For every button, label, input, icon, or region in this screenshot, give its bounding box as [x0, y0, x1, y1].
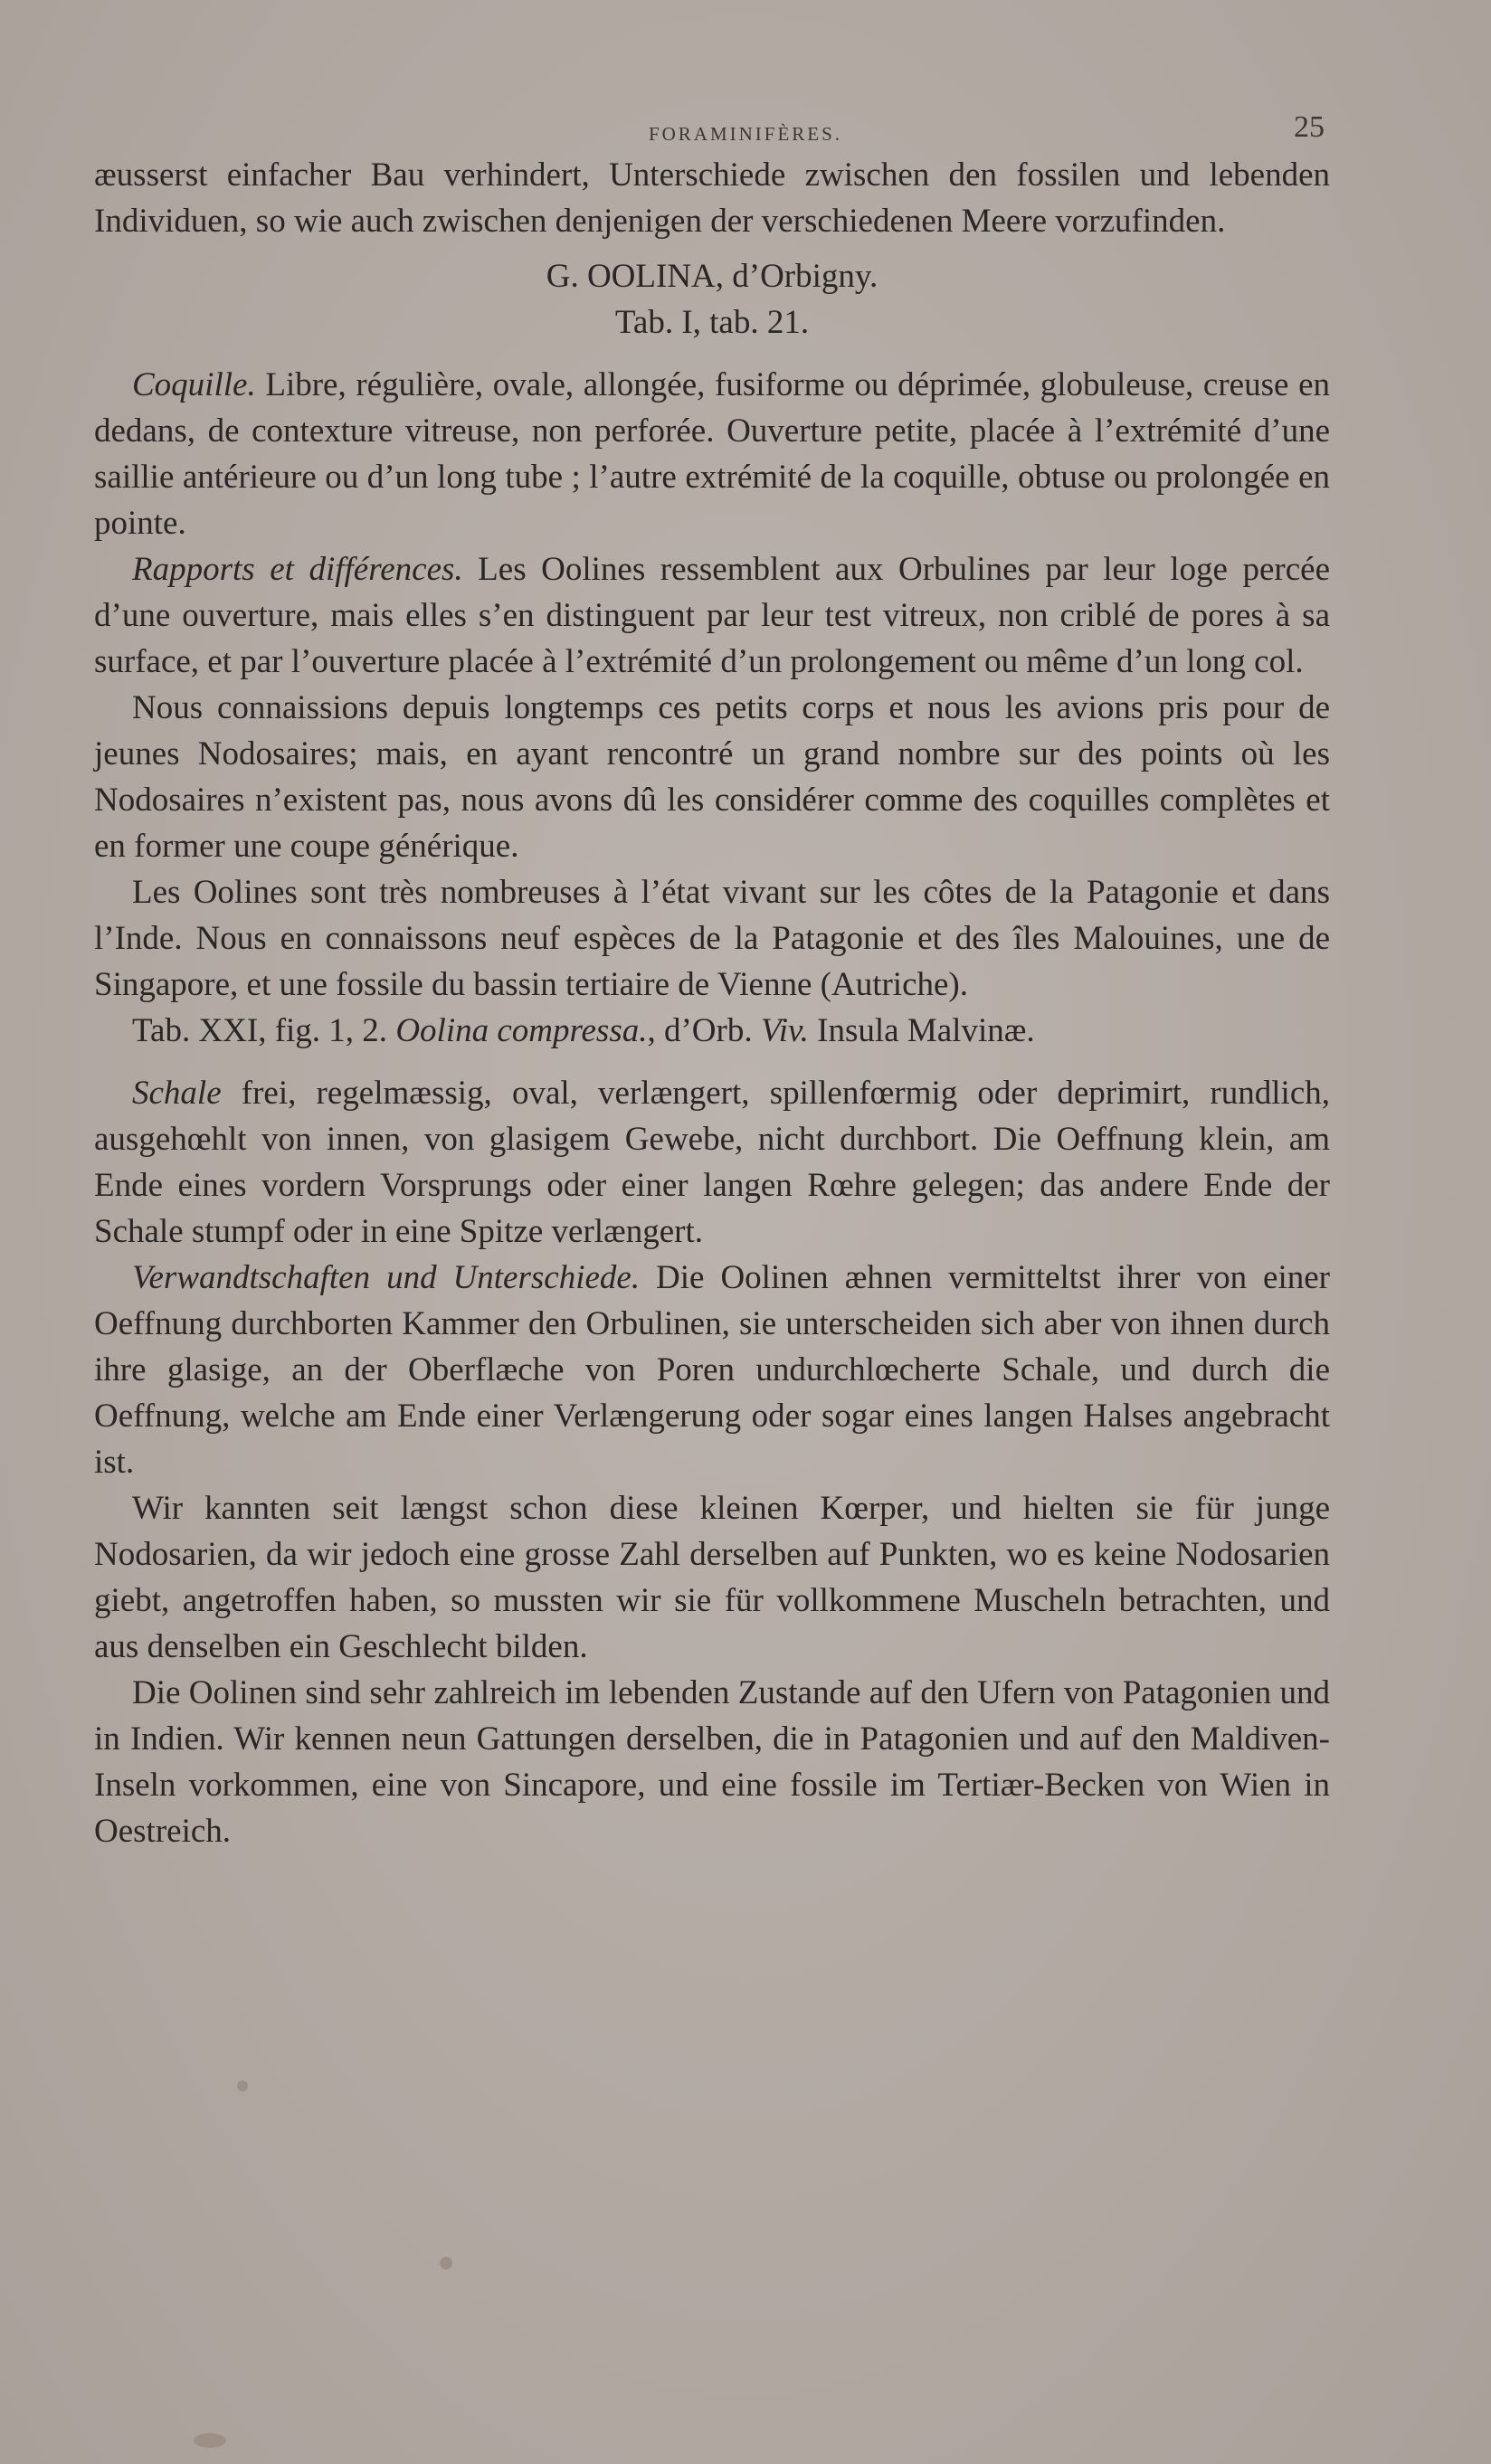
intro-paragraph: æusserst einfacher Bau verhindert, Unterschiede zwischen den fossilen und lebenden Individuen, so wie auch zwischen denjenigen der verschiedenen Meere vorzufinden.: [94, 156, 1330, 240]
species-reference: [94, 1008, 1330, 1054]
verwandtschaften-paragraph: [94, 1255, 1330, 1485]
species-author: , d’Orb.: [647, 1012, 761, 1049]
coquille-text: Libre, régulière, ovale, allongée, fusiforme ou déprimée, globuleuse, creuse en dedans, de contexture vitreuse, non perforée. Ouverture petite, placée à l’extrémité d’une saillie antérieure ou d’un long tube ; l’autre extrémité de la coquille, obtuse ou prolongée en pointe.: [94, 366, 1330, 542]
schale-paragraph: [94, 1070, 1330, 1255]
schale-text: frei, regelmæssig, oval, verlængert, spillenfœrmig oder deprimirt, rundlich, ausgehœhlt von innen, von glasigem Gewebe, nicht durchbort. Die Oeffnung klein, am Ende eines vordern Vorsprungs oder einer langen Rœhre gelegen; das andere Ende der Schale stumpf oder in eine Spitze verlængert.: [94, 1075, 1330, 1250]
rapports-text: Les Oolines ressemblent aux Orbulines par leur loge percée d’une ouverture, mais elles s’en distinguent par leur test vitreux, non criblé de pores à sa surface, et par l’ouverture placée à l’extrémité d’un prolongement ou même d’un long col.: [94, 551, 1330, 680]
paper-stain: [237, 2080, 248, 2091]
verwandtschaften-text: Die Oolinen æhnen vermitteltst ihrer von einer Oeffnung durchborten Kammer den Orbulinen, sie unterscheiden sich aber von ihnen durch ihre glasige, an der Oberflæche von Poren undurchlœcherte Schale, und durch die Oeffnung, welche am Ende einer Verlængerung oder sogar eines langen Halses angebracht ist.: [94, 1259, 1330, 1481]
paper-stain: [194, 2433, 226, 2448]
body-text: [94, 152, 1330, 1854]
german-paragraph-4: Die Oolinen sind sehr zahlreich im lebenden Zustande auf den Ufern von Patagonien und in Indien. Wir kennen neun Gattungen derselben, die in Patagonien und auf den Maldiven-Inseln vorkommen, eine von Sincapore, und eine fossile im Tertiær-Becken von Wien in Oestreich.: [94, 1674, 1330, 1850]
schale-label: Schale: [132, 1075, 222, 1112]
species-viv: Viv.: [760, 1012, 809, 1049]
rapports-paragraph: [94, 546, 1330, 685]
paper-stain: [440, 2257, 452, 2270]
species-ref: Tab. XXI, fig. 1, 2.: [132, 1012, 396, 1049]
genus-heading: G. OOLINA, d’Orbigny.: [546, 258, 878, 295]
rapports-label: Rapports et différences.: [132, 551, 463, 588]
species-locality: Insula Malvinæ.: [808, 1012, 1035, 1049]
french-paragraph-4: Les Oolines sont très nombreuses à l’état vivant sur les côtes de la Patagonie et dans l’Inde. Nous en connaissons neuf espèces de la Patagonie et des îles Malouines, une de Singapore, et une fossile du bassin tertiaire de Vienne (Autriche).: [94, 874, 1330, 1003]
page-number: 25: [1294, 110, 1325, 144]
plate-reference: Tab. I, tab. 21.: [614, 304, 810, 341]
species-name: Oolina compressa.: [395, 1012, 648, 1049]
running-title: FORAMINIFÈRES.: [648, 123, 843, 145]
french-paragraph-3: Nous connaissions depuis longtemps ces petits corps et nous les avions pris pour de jeunes Nodosaires; mais, en ayant rencontré un grand nombre sur des points où les Nodosaires n’existent pas, nous avons dû les considérer comme des coquilles complètes et en former une coupe générique.: [94, 689, 1330, 865]
coquille-label: Coquille.: [132, 366, 256, 403]
german-paragraph-3: Wir kannten seit længst schon diese kleinen Kœrper, und hielten sie für junge Nodosarien, da wir jedoch eine grosse Zahl derselben auf Punkten, wo es keine Nodosarien giebt, angetroffen haben, so mussten wir sie für vollkommene Muscheln betrachten, und aus denselben ein Geschlecht bilden.: [94, 1490, 1330, 1665]
coquille-paragraph: [94, 362, 1330, 546]
verwandtschaften-label: Verwandtschaften und Unterschiede.: [132, 1259, 641, 1296]
